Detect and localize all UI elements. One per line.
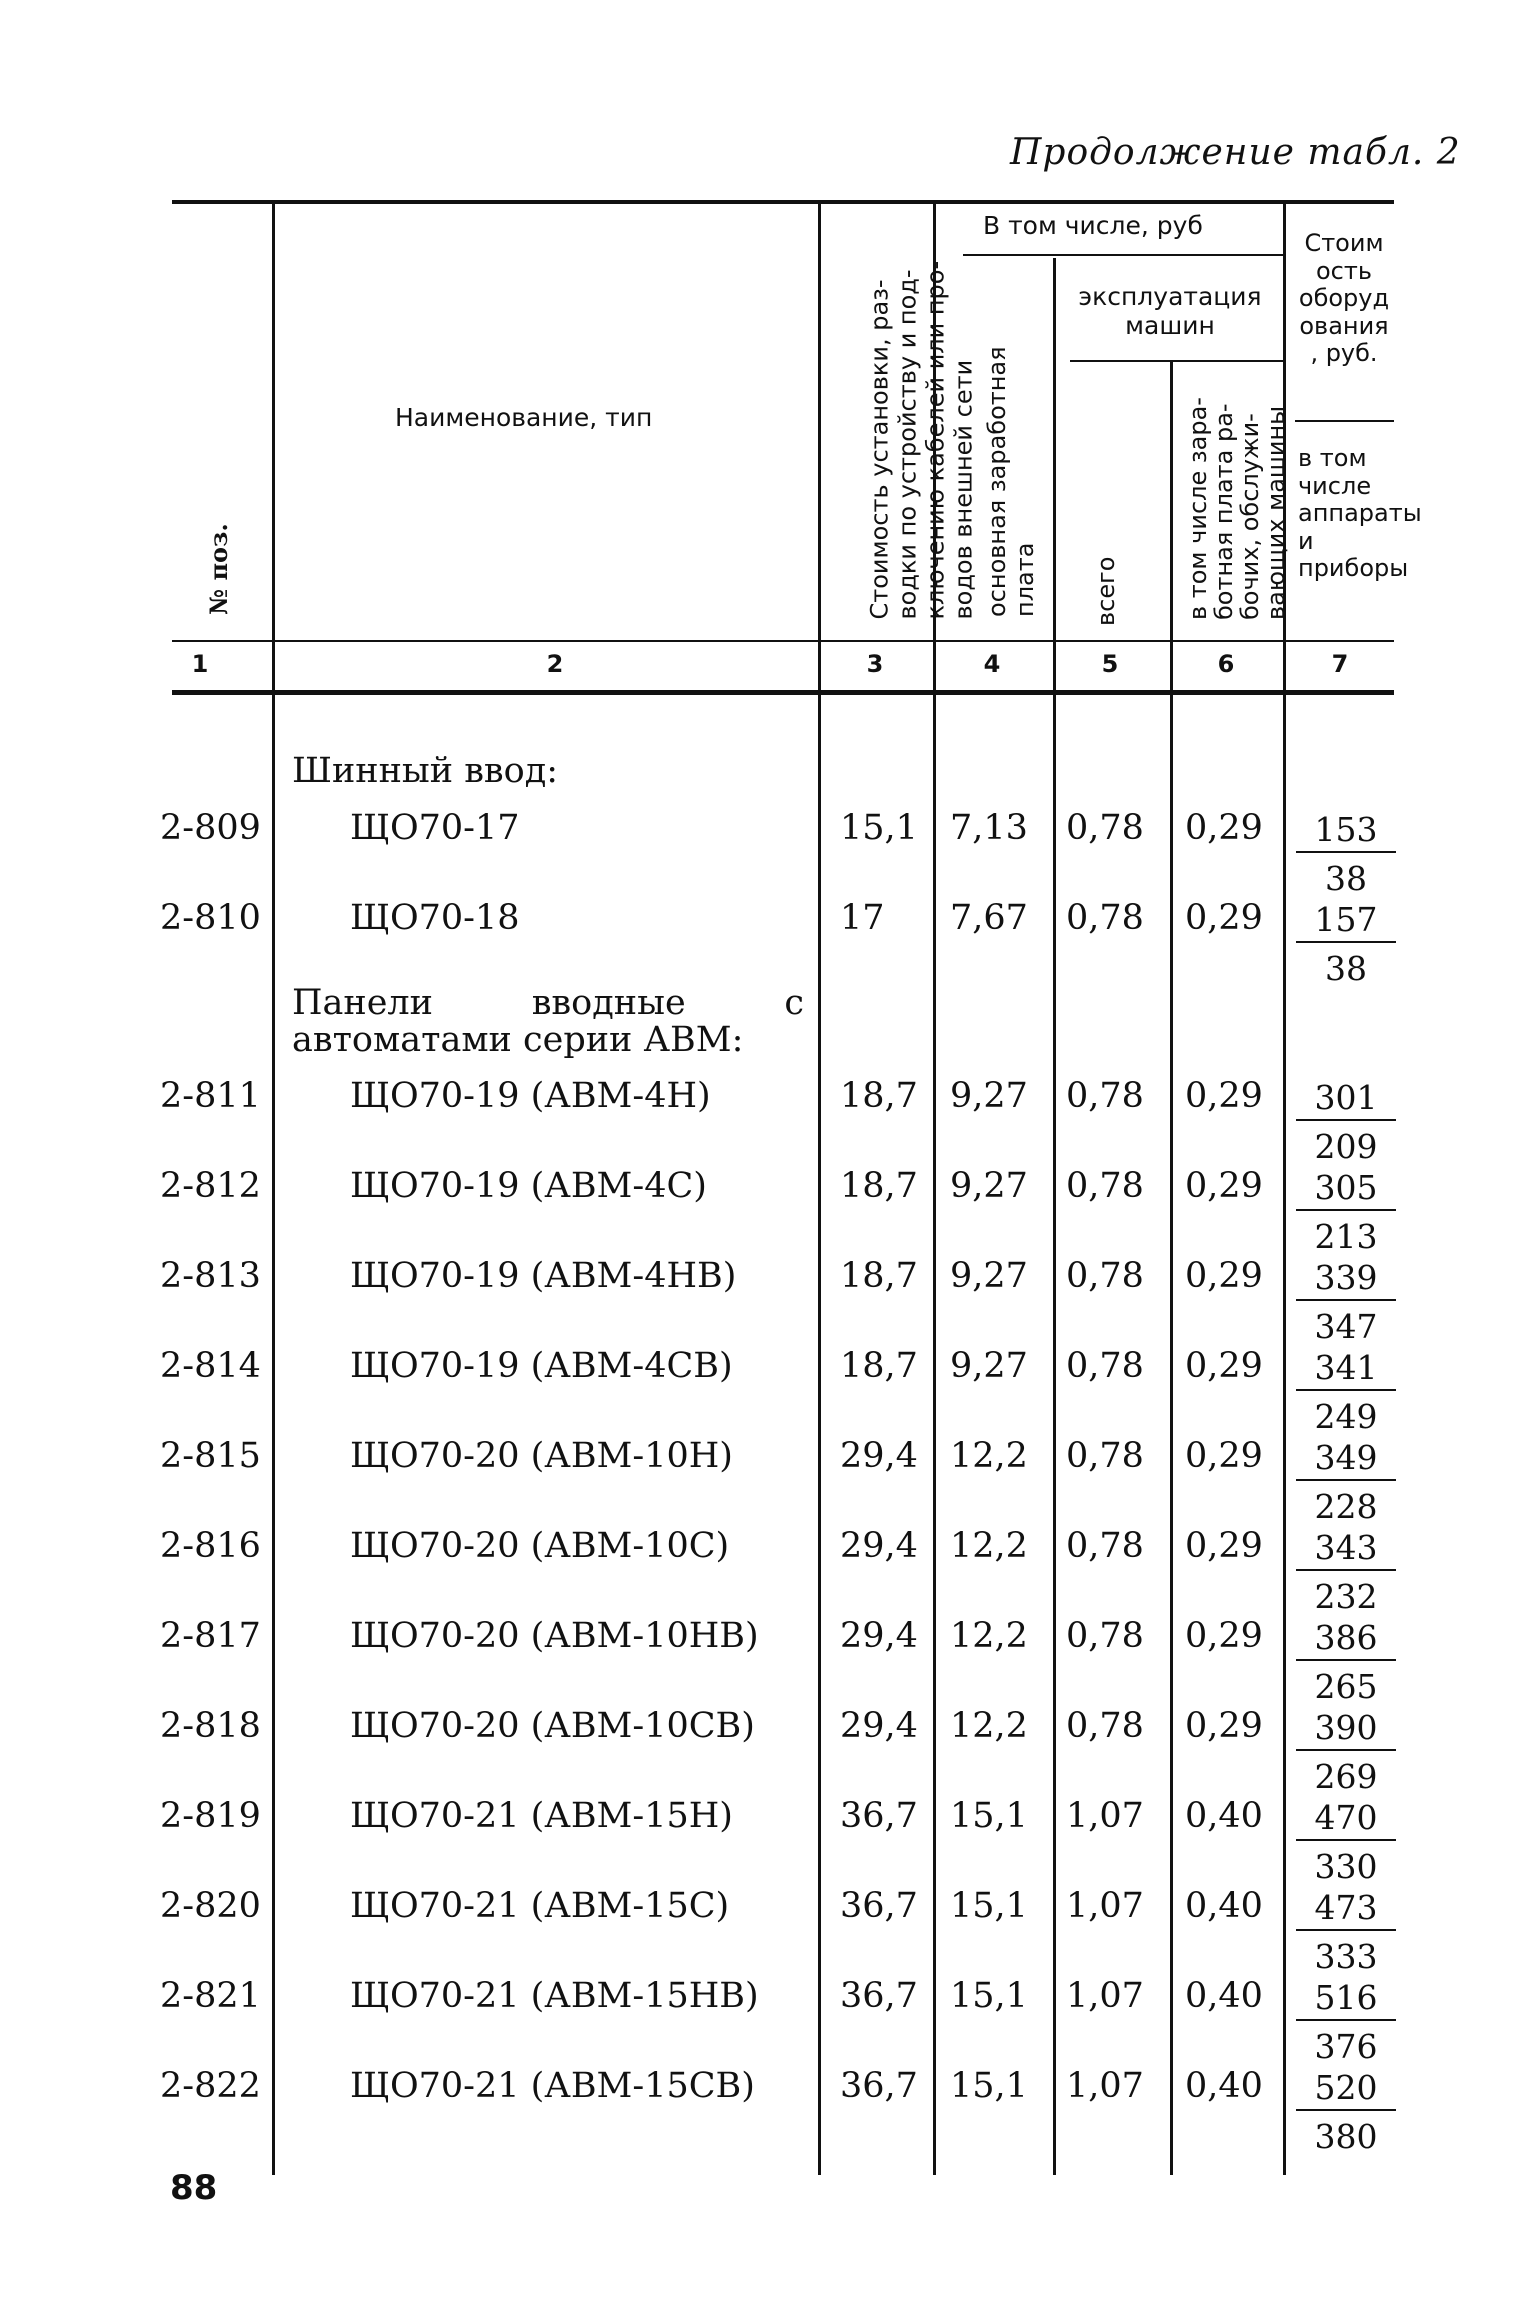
row-install-cost: 29,4 (840, 1706, 918, 1746)
row-machine-wage: 0,29 (1185, 1166, 1263, 1206)
header-top-rule (172, 200, 1394, 204)
row-machine-wage: 0,29 (1185, 1256, 1263, 1296)
equipment-cost-total: 343 (1296, 1528, 1396, 1571)
header-pos: № поз. (204, 523, 233, 615)
body-divider-2 (818, 695, 821, 2175)
row-machine-wage: 0,29 (1185, 808, 1263, 848)
row-machine-wage: 0,40 (1185, 1796, 1263, 1836)
row-name: ЩО70-21 (АВМ-15Н) (350, 1796, 733, 1836)
row-base-wage: 15,1 (950, 1796, 1028, 1836)
row-equipment-cost (1296, 1438, 1396, 1526)
equipment-cost-apparatus: 269 (1314, 1757, 1378, 1796)
colnum-5: 5 (1101, 650, 1119, 678)
row-name: ЩО70-19 (АВМ-4Н) (350, 1076, 711, 1116)
row-base-wage: 12,2 (950, 1526, 1028, 1566)
row-position: 2-822 (160, 2066, 261, 2106)
row-base-wage: 7,13 (950, 808, 1028, 848)
row-position: 2-813 (160, 1256, 261, 1296)
equipment-cost-apparatus: 38 (1325, 949, 1367, 988)
row-machine-total: 0,78 (1066, 1346, 1144, 1386)
row-machine-wage: 0,29 (1185, 1616, 1263, 1656)
row-name: ЩО70-19 (АВМ-4НВ) (350, 1256, 737, 1296)
equipment-cost-total: 470 (1296, 1798, 1396, 1841)
row-machine-total: 1,07 (1066, 2066, 1144, 2106)
header-c4: основная заработная плата (983, 346, 1039, 617)
row-machine-wage: 0,40 (1185, 2066, 1263, 2106)
equipment-cost-apparatus: 265 (1314, 1667, 1378, 1706)
row-machine-total: 0,78 (1066, 1256, 1144, 1296)
group-rule (963, 254, 1283, 256)
row-machine-wage: 0,29 (1185, 1436, 1263, 1476)
row-name: ЩО70-19 (АВМ-4С) (350, 1166, 707, 1206)
header-divider-4 (1053, 258, 1056, 690)
equipment-cost-apparatus: 249 (1314, 1397, 1378, 1436)
equipment-cost-total: 153 (1296, 810, 1396, 853)
row-equipment-cost (1296, 1708, 1396, 1796)
row-base-wage: 15,1 (950, 2066, 1028, 2106)
row-name: ЩО70-21 (АВМ-15С) (350, 1886, 730, 1926)
equipment-cost-total: 341 (1296, 1348, 1396, 1391)
row-base-wage: 15,1 (950, 1976, 1028, 2016)
equipment-cost-apparatus: 333 (1314, 1937, 1378, 1976)
row-machine-wage: 0,29 (1185, 1346, 1263, 1386)
row-install-cost: 15,1 (840, 808, 918, 848)
equipment-cost-apparatus: 38 (1325, 859, 1367, 898)
row-base-wage: 12,2 (950, 1706, 1028, 1746)
row-install-cost: 36,7 (840, 1886, 918, 1926)
row-equipment-cost (1296, 1888, 1396, 1976)
row-install-cost: 17 (840, 898, 885, 938)
row-position: 2-811 (160, 1076, 261, 1116)
row-machine-wage: 0,29 (1185, 1076, 1263, 1116)
row-equipment-cost (1296, 1078, 1396, 1166)
row-machine-total: 0,78 (1066, 1616, 1144, 1656)
equipment-cost-apparatus: 228 (1314, 1487, 1378, 1526)
row-position: 2-810 (160, 898, 261, 938)
body-divider-4 (1053, 695, 1056, 2175)
equipment-cost-total: 157 (1296, 900, 1396, 943)
header-divider-5 (1170, 362, 1173, 690)
row-name: ЩО70-20 (АВМ-10НВ) (350, 1616, 759, 1656)
row-name: ЩО70-20 (АВМ-10СВ) (350, 1706, 755, 1746)
section-title: Шинный ввод: (292, 751, 559, 791)
equipment-cost-apparatus: 380 (1314, 2117, 1378, 2156)
equipment-cost-apparatus: 232 (1314, 1577, 1378, 1616)
row-name: ЩО70-21 (АВМ-15НВ) (350, 1976, 759, 2016)
row-install-cost: 29,4 (840, 1526, 918, 1566)
row-machine-wage: 0,29 (1185, 1706, 1263, 1746)
equipment-cost-total: 339 (1296, 1258, 1396, 1301)
row-equipment-cost (1296, 2068, 1396, 2156)
colnum-6: 6 (1217, 650, 1235, 678)
row-machine-total: 1,07 (1066, 1886, 1144, 1926)
row-position: 2-821 (160, 1976, 261, 2016)
equipment-cost-total: 516 (1296, 1978, 1396, 2021)
row-install-cost: 18,7 (840, 1076, 918, 1116)
header-divider-1 (272, 204, 275, 690)
row-base-wage: 7,67 (950, 898, 1028, 938)
row-position: 2-815 (160, 1436, 261, 1476)
row-base-wage: 9,27 (950, 1166, 1028, 1206)
row-base-wage: 9,27 (950, 1346, 1028, 1386)
row-base-wage: 9,27 (950, 1256, 1028, 1296)
body-divider-3 (933, 695, 936, 2175)
row-machine-total: 0,78 (1066, 1076, 1144, 1116)
row-machine-total: 0,78 (1066, 1706, 1144, 1746)
colnum-1: 1 (191, 650, 209, 678)
c7-rule (1295, 420, 1394, 422)
row-name: ЩО70-19 (АВМ-4СВ) (350, 1346, 733, 1386)
row-machine-total: 0,78 (1066, 1436, 1144, 1476)
equipment-cost-apparatus: 209 (1314, 1127, 1378, 1166)
page-number: 88 (170, 2168, 218, 2208)
body-divider-6 (1283, 695, 1286, 2175)
row-name: ЩО70-17 (350, 808, 520, 848)
row-equipment-cost (1296, 810, 1396, 898)
row-name: ЩО70-21 (АВМ-15СВ) (350, 2066, 755, 2106)
equipment-cost-total: 520 (1296, 2068, 1396, 2111)
row-install-cost: 36,7 (840, 1976, 918, 2016)
row-install-cost: 29,4 (840, 1616, 918, 1656)
equipment-cost-apparatus: 347 (1314, 1307, 1378, 1346)
row-equipment-cost (1296, 1798, 1396, 1886)
row-position: 2-816 (160, 1526, 261, 1566)
row-install-cost: 29,4 (840, 1436, 918, 1476)
row-position: 2-820 (160, 1886, 261, 1926)
row-machine-total: 0,78 (1066, 898, 1144, 938)
header-c3: Стоимость установки, раз- водки по устройству и под- ключению кабелей или про- водов внешней сети (865, 260, 978, 620)
row-machine-total: 0,78 (1066, 808, 1144, 848)
row-base-wage: 15,1 (950, 1886, 1028, 1926)
row-machine-wage: 0,40 (1185, 1976, 1263, 2016)
equipment-cost-total: 301 (1296, 1078, 1396, 1121)
colnum-7: 7 (1331, 650, 1349, 678)
header-name: Наименование, тип (395, 403, 653, 432)
row-name: ЩО70-18 (350, 898, 520, 938)
row-position: 2-814 (160, 1346, 261, 1386)
row-name: ЩО70-20 (АВМ-10Н) (350, 1436, 733, 1476)
header-c5: всего (1092, 556, 1120, 626)
row-position: 2-819 (160, 1796, 261, 1836)
row-machine-total: 0,78 (1066, 1526, 1144, 1566)
row-install-cost: 36,7 (840, 1796, 918, 1836)
section-title: Панели вводные с автоматами серии АВМ: (292, 983, 804, 1060)
table-continuation-caption: Продолжение табл. 2 (1010, 132, 1461, 173)
row-machine-total: 1,07 (1066, 1976, 1144, 2016)
expl-rule (1070, 360, 1283, 362)
header-c7-sub: в том числе аппараты и приборы (1298, 444, 1422, 583)
equipment-cost-total: 386 (1296, 1618, 1396, 1661)
row-base-wage: 12,2 (950, 1616, 1028, 1656)
row-machine-wage: 0,40 (1185, 1886, 1263, 1926)
row-position: 2-812 (160, 1166, 261, 1206)
header-group: В том числе, руб (983, 211, 1203, 240)
row-machine-wage: 0,29 (1185, 1526, 1263, 1566)
equipment-cost-total: 390 (1296, 1708, 1396, 1751)
row-position: 2-809 (160, 808, 261, 848)
header-c6: в том числе зара- ботная плата ра- бочих, обслужи- вающих машины (1184, 397, 1290, 620)
equipment-cost-apparatus: 213 (1314, 1217, 1378, 1256)
row-install-cost: 36,7 (840, 2066, 918, 2106)
row-position: 2-818 (160, 1706, 261, 1746)
row-install-cost: 18,7 (840, 1166, 918, 1206)
body-divider-1 (272, 695, 275, 2175)
row-install-cost: 18,7 (840, 1346, 918, 1386)
row-equipment-cost (1296, 1168, 1396, 1256)
row-position: 2-817 (160, 1616, 261, 1656)
row-equipment-cost (1296, 1258, 1396, 1346)
header-c7: Стоимость оборудования, руб. (1298, 229, 1390, 368)
header-expl: эксплуатация машин (1078, 282, 1262, 340)
row-base-wage: 9,27 (950, 1076, 1028, 1116)
row-machine-total: 0,78 (1066, 1166, 1144, 1206)
row-equipment-cost (1296, 1348, 1396, 1436)
row-base-wage: 12,2 (950, 1436, 1028, 1476)
equipment-cost-total: 305 (1296, 1168, 1396, 1211)
equipment-cost-total: 473 (1296, 1888, 1396, 1931)
row-equipment-cost (1296, 900, 1396, 988)
row-install-cost: 18,7 (840, 1256, 918, 1296)
row-machine-wage: 0,29 (1185, 898, 1263, 938)
column-numbers-rule (172, 690, 1394, 695)
colnum-4: 4 (983, 650, 1001, 678)
header-divider-2 (818, 204, 821, 690)
colnum-3: 3 (866, 650, 884, 678)
row-equipment-cost (1296, 1978, 1396, 2066)
row-equipment-cost (1296, 1528, 1396, 1616)
header-bottom-rule (172, 640, 1394, 642)
colnum-2: 2 (546, 650, 564, 678)
equipment-cost-apparatus: 376 (1314, 2027, 1378, 2066)
equipment-cost-total: 349 (1296, 1438, 1396, 1481)
row-name: ЩО70-20 (АВМ-10С) (350, 1526, 730, 1566)
body-divider-5 (1170, 695, 1173, 2175)
row-equipment-cost (1296, 1618, 1396, 1706)
row-machine-total: 1,07 (1066, 1796, 1144, 1836)
equipment-cost-apparatus: 330 (1314, 1847, 1378, 1886)
